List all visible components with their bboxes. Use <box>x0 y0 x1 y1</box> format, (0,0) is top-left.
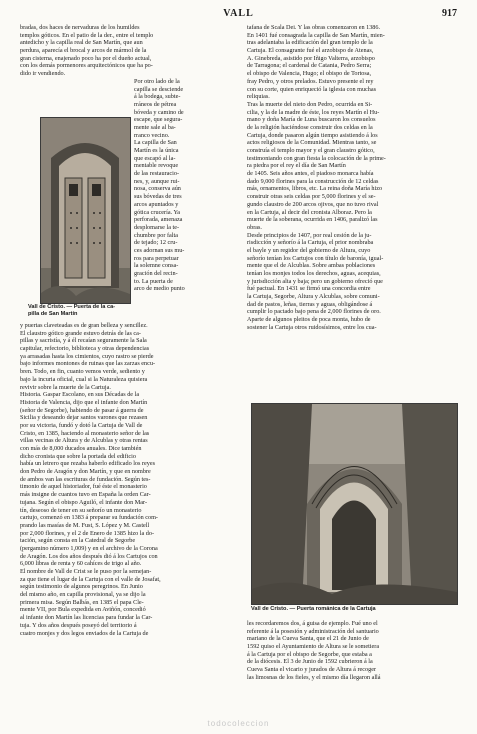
text-line: (pergamino número 1,009) y en el archivo de la Corona <box>20 544 158 552</box>
text-line: y puertas claveteadas es de gran belleza y sencillez. <box>20 322 148 329</box>
text-line: capilla se desciende <box>134 85 184 93</box>
text-line: obras. <box>247 223 262 231</box>
text-line: 6,000 libras de renta y 60 cahíces de trigo al año. <box>20 560 142 568</box>
text-line: testimoniando con gran fiesta la colocación de la prime- <box>247 154 386 162</box>
text-line: rranco vecino. <box>134 131 170 139</box>
text-line: á la bodega, subte- <box>134 93 181 101</box>
text-line: mano y doña María de Luna buscaron los consuelos <box>247 116 376 124</box>
text-line: Sicilia y deseando dejar santos varones que rezasen <box>20 414 148 422</box>
text-line: construía el templo mayor y el gran claustro gótico, <box>247 147 375 154</box>
text-line: cilia, y la de la madre de éste, los reyes Martín el Hu- <box>247 108 380 116</box>
text-line: (señor de Segorbe), habiendo de pasar á guerra de <box>20 406 144 414</box>
right-column-top <box>247 24 461 332</box>
text-line: dad de pastos, leñas, tierras y aguas, obligándose á <box>247 300 373 308</box>
text-line: de tejado; 12 cru- <box>134 239 178 247</box>
caption-left: Vall de Cristo. — Puerta de la ca- pilla de San Martín <box>28 304 116 317</box>
text-line: mariano de la Cueva Santa, que el 21 de Junio de <box>247 635 369 643</box>
text-line: Historia de Valencia, dijo que el infante don Martín <box>20 398 148 406</box>
text-line: prando las masías de M. Fust, S. López y M. Castell <box>20 521 150 529</box>
text-line: Historia. Gaspar Escolano, en sus Décadas de la <box>20 391 140 399</box>
text-line: de la religión haciéndose construir dos celdas en la <box>247 123 373 131</box>
text-line: del mismo año, en capilla provisional, ya se dijo la <box>20 591 146 599</box>
text-line: con su corte, quien enriqueció la iglesia con muchas <box>247 85 377 93</box>
photo-romanesque-door <box>251 403 458 605</box>
text-line: pillas y sacristía, y á él recaían seguramente la Sala <box>20 337 147 345</box>
text-line: tenían los monjes todos los derechos, aguas, acequias, <box>247 270 381 277</box>
text-line: gundo claustro de 200 arcos ojivos, que no tuvo rival <box>247 200 379 208</box>
text-line: za que tiene el lugar de la Cartuja con el valle de Josafat, <box>20 575 161 583</box>
text-line: dido ir vendiendo. <box>20 70 66 78</box>
text-line: la Cartuja, Segorbe, Altura y Alcublas, sobre comuni- <box>247 293 380 301</box>
text-line: tujana. Según el obispo Aguiló, el infante don Mar- <box>20 498 148 506</box>
text-line: bóveda y camino de <box>134 108 184 116</box>
text-line: ra piedra por el rey el día de San Martín <box>247 162 346 170</box>
text-line: primera misa. Según Balbás, en 1385 el papa Cle- <box>20 598 144 606</box>
text-line: Martín es la única <box>134 147 179 154</box>
text-line: bren. Todo, en fin, cuanto vemos verde, sediento y <box>20 368 145 376</box>
text-line: con los demás pormenores arquitectónicos que ha po- <box>20 62 153 70</box>
text-line: Tras la muerte del nieto don Pedro, ocurrida en Si- <box>247 100 373 108</box>
text-line: por 2,000 florines, y el 2 de Enero de 1385 hizo la do- <box>20 529 155 537</box>
text-line: referente á la posesión y administración del santuario <box>247 627 379 635</box>
text-line: arco de medio punto <box>134 285 185 293</box>
text-line: A. Ginebreda, asistido por Iñigo Valterra, arzobispo <box>247 54 375 62</box>
text-line: de 1405. Seis años antes, el piadoso monarca había <box>247 170 374 178</box>
text-line: al infante don Martín las licencias para fundar la Car- <box>20 614 153 622</box>
text-line: bajo la incuria oficial, cual si la Naturaleza quisiera <box>20 375 148 383</box>
text-line: 1592 quiso el Ayuntamiento de Altura se le sometiera <box>247 643 380 651</box>
text-line: villas vecinas de Altura y de Alcublas y otras rentas <box>20 437 148 445</box>
text-line: Cueva Santa el vicario y jurados de Altura á recoger <box>247 666 377 674</box>
photo-door-san-martin <box>40 117 131 304</box>
text-line: templos góticos. En el patio de la der., entre el templo <box>20 31 154 39</box>
right-column-bottom <box>247 620 461 682</box>
text-line: más insigne de cuantos tuvo en España la orden Car- <box>20 491 151 499</box>
text-line: de Aragón. Los dos años después dió á los Cartujos con <box>20 552 158 560</box>
page-header <box>20 8 457 24</box>
text-line: había un letrero que rezaba haberlo edificado los reyes <box>20 460 156 468</box>
text-line: bajo informes montones de ruinas que las zarzas encu- <box>20 360 156 368</box>
page-title: VALL <box>223 8 254 19</box>
caption-right: Vall de Cristo. — Puerta románica de la Cartuja <box>251 606 376 612</box>
text-line: Cristo, en 1385, haciendo al monasterio señor de las <box>20 429 150 437</box>
text-line: sostener la Cartuja otros ruidosísimos, entre los cua- <box>247 323 377 331</box>
text-line: fué pactual. En 1431 se firmó una concordia entre <box>247 285 371 293</box>
text-line: tras adelantaba la edificación del gran templo de la <box>247 39 373 47</box>
page-number: 917 <box>442 8 457 19</box>
text-line: El claustro gótico grande estuvo detrás de las ca- <box>20 329 141 337</box>
text-line: según testimonio de algunos peregrinos. En Junio <box>20 583 143 591</box>
text-line: capitular, refectorio, biblioteca y otras dependencias <box>20 345 150 353</box>
text-line: perdura, aparecía el brocal y arcos de mármol de la <box>20 47 147 55</box>
text-line: tación, según consta en la Catedral de Segorbe <box>20 537 136 545</box>
text-line: en la Cartuja, al decir del cronista Alboraz. Pero la <box>247 208 372 216</box>
text-line: El nombre de Vall de Crist se le puso por la semejan- <box>20 568 152 575</box>
text-line: nosa, conserva aún <box>134 185 181 193</box>
text-line: mente VII, por Bula expedida en Aviñón, concedió <box>20 606 146 614</box>
text-line: cumplir lo pactado bajo pena de 2,000 florines de oro. <box>247 308 381 316</box>
text-line: á la Cartuja por el obispo de Segorbe, que estaba a <box>247 650 372 658</box>
text-line: gótica crucería. Ya <box>134 208 181 216</box>
text-line: tín, deseoso de tener en su señorío un monasterio <box>20 506 142 514</box>
text-line: perforada, amenaza <box>134 216 183 224</box>
text-line: que escapó al la- <box>134 154 176 162</box>
text-line: gración del recin- <box>134 270 178 277</box>
text-line: revivir sobre la muerte de la Cartuja. <box>20 383 111 391</box>
text-line: más, ornamentos, libros, etc. La reina doña María hizo <box>247 185 383 193</box>
text-line: don Pedro de Aragón y don Martín, y que en nombre <box>20 468 151 476</box>
text-line: dicho cronista que sobre la portada del edificio <box>20 452 136 460</box>
text-line: y jurisdicción alta y baja; pero un gobierno ofreció que <box>247 277 383 285</box>
text-line: nes, y, aunque rui- <box>134 177 180 185</box>
text-line: gran cisterna, enajenado poco ha por el dueño actual, <box>20 54 152 62</box>
text-line: Cartuja. El consagrante fué el arzobispo de Atenas, <box>247 47 374 55</box>
text-line: cartujo, comenzó en 1383 á preparar su fundación com- <box>20 514 158 522</box>
text-line: cuatro monjes y dos legos enviados de la Cartuja de <box>20 629 149 637</box>
text-line: de Tarragona; el cardenal de Catania, Pedro Serra; <box>247 62 372 70</box>
text-line: Desde principios de 1407, por real cesión de la ju- <box>247 231 372 239</box>
text-line: ros para perpetuar <box>134 254 179 262</box>
text-line: En 1401 fué consagrada la capilla de San Martín, mien- <box>247 31 385 39</box>
door-illustration <box>41 118 130 303</box>
watermark: todocoleccion <box>207 719 270 728</box>
text-line: mentable revoque <box>134 162 179 170</box>
text-line: bradas, dos haces de nervaduras de los humildes <box>20 24 140 31</box>
text-line: de las restauracio- <box>134 170 180 178</box>
text-line: tuja. Y dos años después poseyó del territorio á <box>20 621 137 629</box>
text-line: el obispo de Valencia, Hugo; el obispo de Tortosa, <box>247 70 372 78</box>
text-line: ya arrasadas hasta los cimientos, cuyo rastro se pierde <box>20 352 154 360</box>
text-line: por su victoria, fundó y dotó la Cartuja de Vall de <box>20 421 143 429</box>
text-line: el bayle y un regidor del gobierno de Altura, cuyo <box>247 246 371 254</box>
text-line: escape, que segura- <box>134 116 183 124</box>
text-line: rráneos de pétrea <box>134 100 177 108</box>
text-line: de la diócesis. El 3 de Junio de 1592 cubrieron á la <box>247 658 373 666</box>
text-line: Cartuja, donde pasaron algún tiempo asistiendo á los <box>247 131 378 139</box>
text-line: mente sale al ba- <box>134 123 176 131</box>
left-column-bottom <box>20 322 234 637</box>
text-line: La capilla de San <box>134 139 177 147</box>
text-line: muerte de la soberana, ocurrida en 1406, paralizó las <box>247 216 378 224</box>
text-line: dado 9,000 florines para la construcción de 12 celdas <box>247 177 379 185</box>
text-line: antedicho y la capilla real de San Martín, que aun <box>20 39 143 47</box>
text-line: sus bóvedas de tres <box>134 193 182 201</box>
text-line: chumbre por falta <box>134 231 178 239</box>
text-line: actos religiosos de la Comunidad. Mientras tanto, se <box>247 139 377 147</box>
text-line: de ambos van las escrituras de fundación. Según tes- <box>20 475 151 483</box>
text-line: fray Pedro, y otros prelados. Estuvo presente el rey <box>247 77 374 85</box>
text-line: timonio de aquel historiador, fué éste el monasterio <box>20 483 147 491</box>
text-line: to. La puerta de <box>134 277 173 285</box>
arch-illustration <box>252 404 457 604</box>
text-line: con más de 8,000 ducados anuales. Dice también <box>20 445 142 452</box>
text-line: arcos apuntados y <box>134 200 179 208</box>
text-line: ces adornan sus mu- <box>134 246 185 254</box>
text-line: construir otras seis celdas por 5,000 florines y el se- <box>247 193 376 201</box>
text-line: señorío tenían los Cartujos con título de baronía, igual- <box>247 254 384 262</box>
text-line: Por otro lado de la <box>134 77 180 85</box>
text-line: Aparte de algunos pleitos de poca monta, hubo de <box>247 316 371 324</box>
text-line: desplomarse la te- <box>134 223 180 231</box>
text-line: reliquias. <box>247 93 270 101</box>
text-line: risdicción y señorío á la Cartuja, el prior nombraba <box>247 239 374 247</box>
text-line: les recordaremos dos, á guisa de ejemplo. Fué uno el <box>247 620 378 627</box>
text-line: tafana de Scala Dei. Y las obras comenzaron en 1386. <box>247 24 381 31</box>
text-line: mente que el de Alcublas. Sobre ambas poblaciones <box>247 262 376 270</box>
text-line: las limosnas de los fieles, y el mismo día llegaron allá <box>247 673 381 681</box>
text-line: la solemne consa- <box>134 262 179 270</box>
